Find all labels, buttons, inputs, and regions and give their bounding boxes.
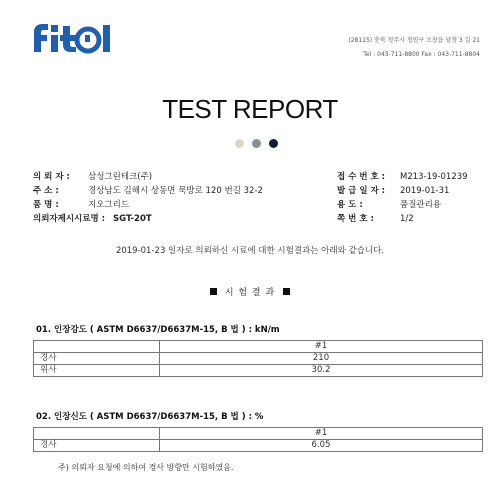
product-label: 품 명 : <box>33 200 59 210</box>
table-corner-cell <box>34 341 160 353</box>
issue-date-value: 2019-01-31 <box>400 186 450 196</box>
client-label: 의 뢰 자 : <box>33 172 70 182</box>
issue-date-label: 발 급 일 자 : <box>337 186 386 196</box>
table-row <box>34 440 483 452</box>
table-header-row <box>34 341 483 353</box>
receipt-no-value: M213-19-01239 <box>400 172 468 182</box>
header-address-block <box>280 34 480 62</box>
receipt-no-label: 접 수 번 호 : <box>337 172 386 182</box>
dot-beige <box>235 139 244 148</box>
contact-text: Tel : 043-711-8800 Fax : 043-711-8804 <box>363 51 480 58</box>
intro-text: 2019-01-23 일자로 의뢰하신 시료에 대한 시험결과는 아래와 같습니다. <box>115 246 385 256</box>
row-value: 6.05 <box>160 440 483 452</box>
fitl-logo <box>30 20 114 54</box>
row-label: 경사 <box>34 353 160 365</box>
sample-value: SGT-20T <box>113 214 152 224</box>
address-text: (28115) 충북 청주시 청원구 오창읍 양청 3 길 21 <box>348 37 480 44</box>
results-table-elongation <box>33 427 483 452</box>
address-value: 경상남도 김해시 상동면 묵방로 120 번길 32-2 <box>88 186 263 196</box>
footnote: 주) 의뢰자 요청에 의하여 경사 방향만 시험하였음. <box>58 463 234 472</box>
page-no-value: 1/2 <box>400 214 414 224</box>
results-heading-text: 시 험 결 과 <box>224 288 276 298</box>
table-row <box>34 365 483 377</box>
row-label: 위사 <box>34 365 160 377</box>
section-title-elongation: 02. 인장신도 ( ASTM D6637/D6637M-15, B 법 ) : % <box>36 412 264 422</box>
table-corner-cell <box>34 428 160 440</box>
client-value: 삼성그린테크(주) <box>88 172 153 182</box>
purpose-value: 품질관리용 <box>400 200 442 210</box>
column-header: #1 <box>160 341 483 353</box>
address-label: 주 소 : <box>33 186 59 196</box>
purpose-label: 용 도 : <box>337 200 363 210</box>
row-label: 경사 <box>34 440 160 452</box>
results-heading <box>0 285 500 298</box>
square-bullet-icon <box>210 288 217 295</box>
page-no-label: 쪽 번 호 : <box>337 214 374 224</box>
sample-label: 의뢰자제시시료명 : <box>33 214 106 224</box>
row-value: 30.2 <box>160 365 483 377</box>
section-title-tensile-strength: 01. 인장강도 ( ASTM D6637/D6637M-15, B 법 ) : kN/m <box>36 325 280 335</box>
square-bullet-icon <box>283 288 290 295</box>
report-title: TEST REPORT <box>162 94 338 124</box>
column-header: #1 <box>160 428 483 440</box>
results-table-tensile-strength <box>33 340 483 377</box>
product-value: 지오그리드 <box>88 200 130 210</box>
table-header-row <box>34 428 483 440</box>
dot-gray <box>252 139 261 148</box>
row-value: 210 <box>160 353 483 365</box>
dot-navy <box>269 139 278 148</box>
table-row <box>34 353 483 365</box>
decorative-dots <box>235 139 280 148</box>
